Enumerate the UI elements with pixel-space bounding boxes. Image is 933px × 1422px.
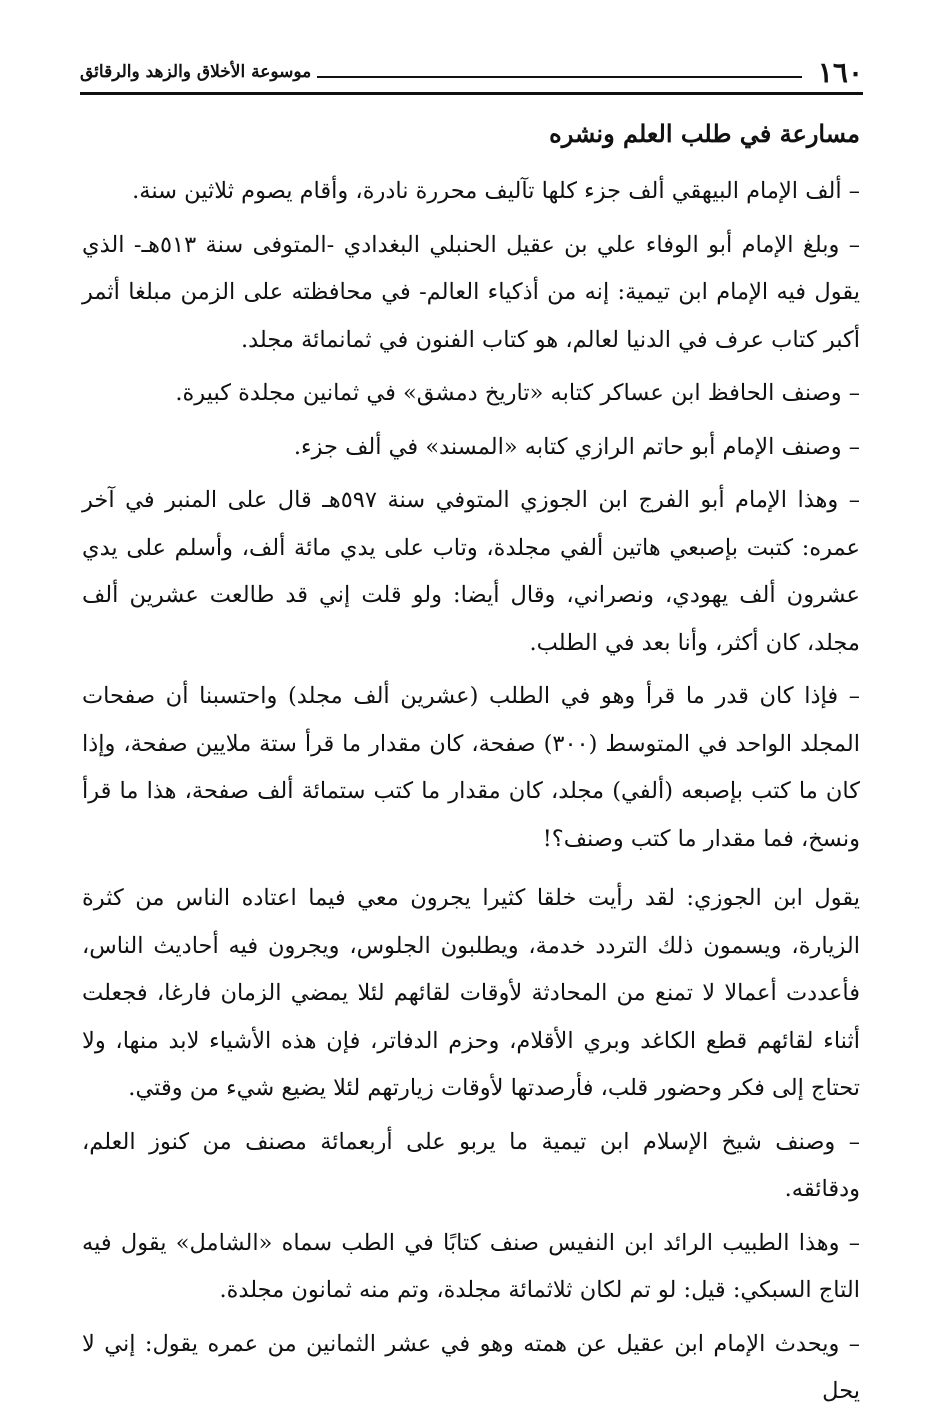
paragraph: – ويحدث الإمام ابن عقيل عن همته وهو في عشر الثمانين من عمره يقول: إني لا يحل [82, 1330, 860, 1404]
paragraph: – وصنف شيخ الإسلام ابن تيمية ما يربو على أربعمائة مصنف من كنوز العلم، ودقائقه. [82, 1128, 860, 1202]
section-title: مسارعة في طلب العلم ونشره [549, 119, 860, 148]
page-header [80, 52, 863, 92]
paragraph: – ألف الإمام البيهقي ألف جزء كلها تآليف محررة نادرة، وأقام يصوم ثلاثين سنة. [132, 178, 860, 204]
paragraph: – فإذا كان قدر ما قرأ وهو في الطلب (عشرين ألف مجلد) واحتسبنا أن صفحات المجلد الواحد في المتوسط (٣٠٠) صفحة، كان مقدار ما قرأ ستة ملايين صفحة، وإذا كان ما كتب بإصبعه (ألفي) مجلد، كان مقدار ما كتب ستمائة ألف صفحة، هذا ما قرأ ونسخ، فما مقدار ما كتب وصنف؟! [82, 683, 860, 852]
page-number: ١٦٠ [817, 55, 863, 89]
paragraph: – وصنف الإمام أبو حاتم الرازي كتابه «المسند» في ألف جزء. [293, 433, 860, 460]
header-rule [80, 92, 863, 95]
paragraph: يقول ابن الجوزي: لقد رأيت خلقا كثيرا يجرون معي فيما اعتاده الناس من كثرة الزيارة، ويسمون ذلك التردد خدمة، ويطلبون الجلوس، ويجرون فيه أحاديث الناس، فأعددت أعمالا لا تمنع من المحادثة لأوقات لقائهم لئلا يمضي الزمان فارغا، فجعلت أثناء لقائهم قطع الكاغد وبري الأقلام، وحزم الدفاتر، فإن هذه الأشياء لابد منها، ولا تحتاج إلى فكر وحضور قلب، فأرصدتها لأوقات زيارتهم لئلا يضيع شيء من وقتي. [82, 885, 860, 1101]
paragraph: – وهذا الطبيب الرائد ابن النفيس صنف كتابًا في الطب سماه «الشامل» يقول فيه التاج السبكي: قيل: لو تم لكان ثلاثمائة مجلدة، وتم منه ثمانون مجلدة. [82, 1229, 860, 1303]
book-title: موسوعة الأخلاق والزهد والرقائق [80, 62, 312, 82]
paragraph: – وبلغ الإمام أبو الوفاء علي بن عقيل الحنبلي البغدادي -المتوفى سنة ٥١٣هـ- الذي يقول فيه الإمام ابن تيمية: إنه من أذكياء العالم- في محافظته على الزمن مبلغا أثمر أكبر كتاب عرف في الدنيا لعالم، هو كتاب الفنون في ثمانمائة مجلد. [82, 231, 860, 353]
paragraph: – وصنف الحافظ ابن عساكر كتابه «تاريخ دمشق» في ثمانين مجلدة كبيرة. [175, 380, 860, 406]
page-body [82, 112, 860, 1422]
header-line [317, 76, 802, 78]
paragraph: – وهذا الإمام أبو الفرج ابن الجوزي المتوفي سنة ٥٩٧هـ قال على المنبر في آخر عمره: كتبت بإصبعي هاتين ألفي مجلدة، وتاب على يدي مائة ألف، وأسلم على يدي عشرون ألف يهودي، ونصراني، وقال أيضا: ولو قلت إني قد طالعت عشرين ألف مجلد، كان أكثر، وأنا بعد في الطلب. [82, 487, 860, 656]
